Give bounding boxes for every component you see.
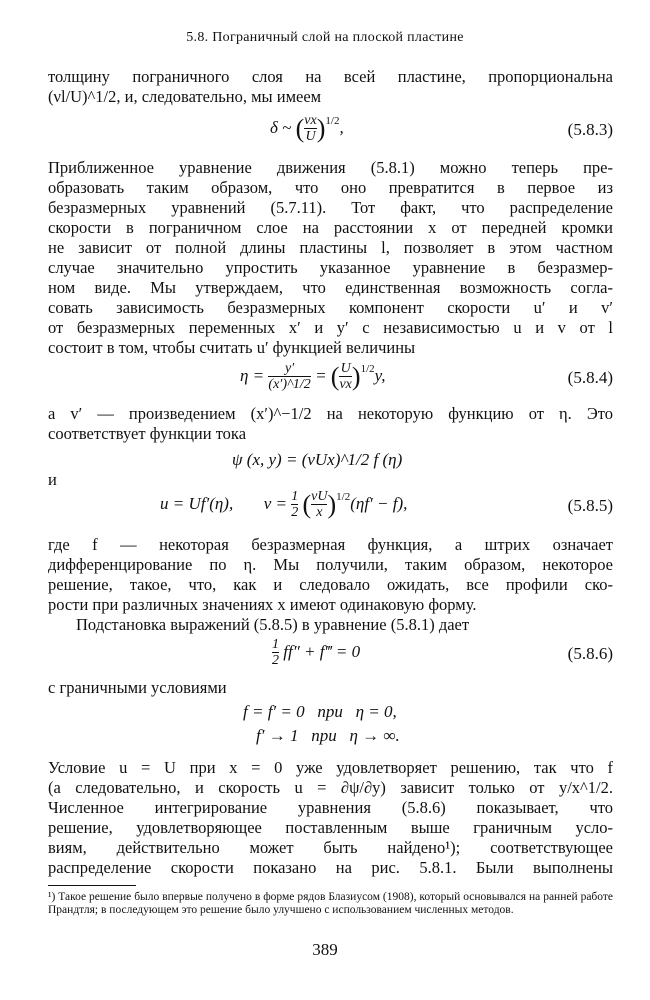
eq-numerator: y′ [284, 361, 295, 376]
paragraph-7 [48, 758, 613, 878]
text-line: ном виде. Мы утверждаем, что единственная возможность согла- [48, 278, 613, 297]
page-number: 389 [312, 940, 338, 959]
eq-v: v = [263, 493, 287, 513]
text-line: образовать таким образом, что оно превратится в первое из [48, 178, 613, 197]
equation-number: (5.8.6) [567, 644, 613, 663]
eq-tail: , [339, 117, 344, 137]
eq-denominator: (x′)^1/2 [268, 377, 311, 392]
equation-number: (5.8.4) [567, 368, 613, 387]
bc-line-2: f′ → 1 при η → ∞. [256, 726, 400, 745]
eq-half-num: 1 [272, 637, 279, 652]
eq-tail: y, [374, 365, 386, 385]
equation-number: (5.8.3) [567, 120, 613, 139]
text-line: (νl/U)^1/2, и, следовательно, мы имеем [48, 87, 322, 106]
paragraph-1 [48, 67, 613, 107]
bc-line-1: f = f′ = 0 при η = 0, [243, 702, 397, 721]
eq-numerator: νx [304, 113, 317, 128]
text-line: где f — некоторая безразмерная функция, а штрих означает [48, 535, 613, 554]
text-line: а v′ — произведением (x′)^−1/2 на некоторую функцию от η. Это [48, 404, 613, 423]
text-line: соответствует функции тока [48, 424, 247, 443]
text-line: совать зависимость безразмерных компонент скорости u′ и v′ [48, 298, 613, 317]
equation-number: (5.8.5) [567, 496, 613, 515]
eq-denominator: x [311, 504, 327, 520]
eq-denominator-2: νx [339, 377, 352, 392]
eq-half-num: 1 [291, 489, 299, 504]
eq-tail: (ηf′ − f), [350, 493, 408, 513]
text-line: Условие u = U при x = 0 уже удовлетворяет решению, так что f [48, 758, 613, 777]
text-line: состоит в том, чтобы считать u′ функцией величины [48, 338, 416, 357]
boundary-conditions [0, 702, 650, 750]
paragraph-4 [48, 535, 613, 615]
eq-exponent: 1/2 [336, 490, 351, 503]
equation-5-8-4: η = $\frac{y'}{(x')\^{}1/2}$ = ( $\frac{U}{\nu x}$ )$^{1/2}$y, (5.8.4) [240, 361, 613, 392]
eq-numerator-2: U [340, 361, 351, 376]
paragraph-2 [48, 158, 613, 358]
eq-left: u = Uf′(η), [160, 493, 234, 513]
text-line: толщину пограничного слоя на всей пластине, пропорциональна [48, 67, 613, 86]
eq-lhs: η = [240, 365, 265, 385]
eq-tail: ff″ + f‴ = 0 [283, 641, 361, 661]
eq-numerator: νU [311, 489, 328, 504]
eq-denominator: U [305, 129, 316, 144]
text-line: Приближенное уравнение движения (5.8.1) можно теперь пре- [48, 158, 613, 177]
text-line: (а следовательно, и скорость u = ∂ψ/∂y) зависит только от y/x^1/2. [48, 778, 613, 797]
footnote: ¹) Такое решение было впервые получено в форме рядов Блазиусом (1908), который основывался на ранней работе Прандтля; в последующем это решение было улучшено с использованием численных методов. [48, 891, 613, 916]
text-line: Численное интегрирование уравнения (5.8.6) показывает, что [48, 798, 613, 817]
word-and: и [48, 470, 57, 489]
text-line: виям, действительно может быть найдено¹); соответствующее [48, 838, 613, 857]
text-line: дифференцирование по η. Мы получили, таким образом, некоторое [48, 555, 613, 574]
equation-stream-function [0, 450, 650, 472]
equation-5-8-3: δ ~ ( $\frac{\nu x}{U}$ )$^{1/2}$, (5.8.3) [270, 113, 613, 144]
eq-half-den: 2 [291, 505, 299, 520]
text-line: безразмерных уравнений (5.7.11). Тот факт, что распределение [48, 198, 613, 217]
text-line: решение, удовлетворяющее поставленным выше граничным усло- [48, 818, 613, 837]
eq-exponent: 1/2 [360, 362, 375, 375]
running-header: 5.8. Пограничный слой на плоской пластине [186, 30, 464, 45]
text-line: рости при различных значениях x имеют одинаковую форму. [48, 595, 477, 614]
text-line: скорости в пограничном слое на расстоянии x от передней кромки [48, 218, 613, 237]
equation-5-8-6 [0, 636, 650, 676]
text-line: от безразмерных переменных x′ и y′ с независимостью u и v от l [48, 318, 613, 337]
text-line: не зависит от полной длины пластины l, позволяет в этом частном [48, 238, 613, 257]
eq-text: ψ (x, y) = (νUx)^1/2 f (η) [232, 450, 403, 469]
paragraph-3 [48, 404, 613, 444]
paragraph-5: Подстановка выражений (5.8.5) в уравнение (5.8.1) дает [76, 615, 470, 634]
eq-lhs: δ ~ [270, 117, 292, 137]
eq-half-den: 2 [272, 653, 279, 668]
eq-equals: = [315, 365, 327, 385]
eq-exponent: 1/2 [325, 114, 340, 127]
footnote-rule [48, 885, 136, 886]
text-line: распределение скорости показано на рис. 5.8.1. Были выполнены [48, 858, 613, 877]
text-line: решение, такое, что, как и следовало ожидать, все профили ско- [48, 575, 613, 594]
paragraph-6: с граничными условиями [48, 678, 227, 697]
equation-5-8-5: u = Uf′(η), v = $\frac{1}{2}$ ( $\frac{\nu U}{x}$ )$^{1/2}$(ηf′ − f), (5.8.5) [160, 489, 613, 520]
text-line: случае значительно упростить указанное уравнение в безразмер- [48, 258, 613, 277]
